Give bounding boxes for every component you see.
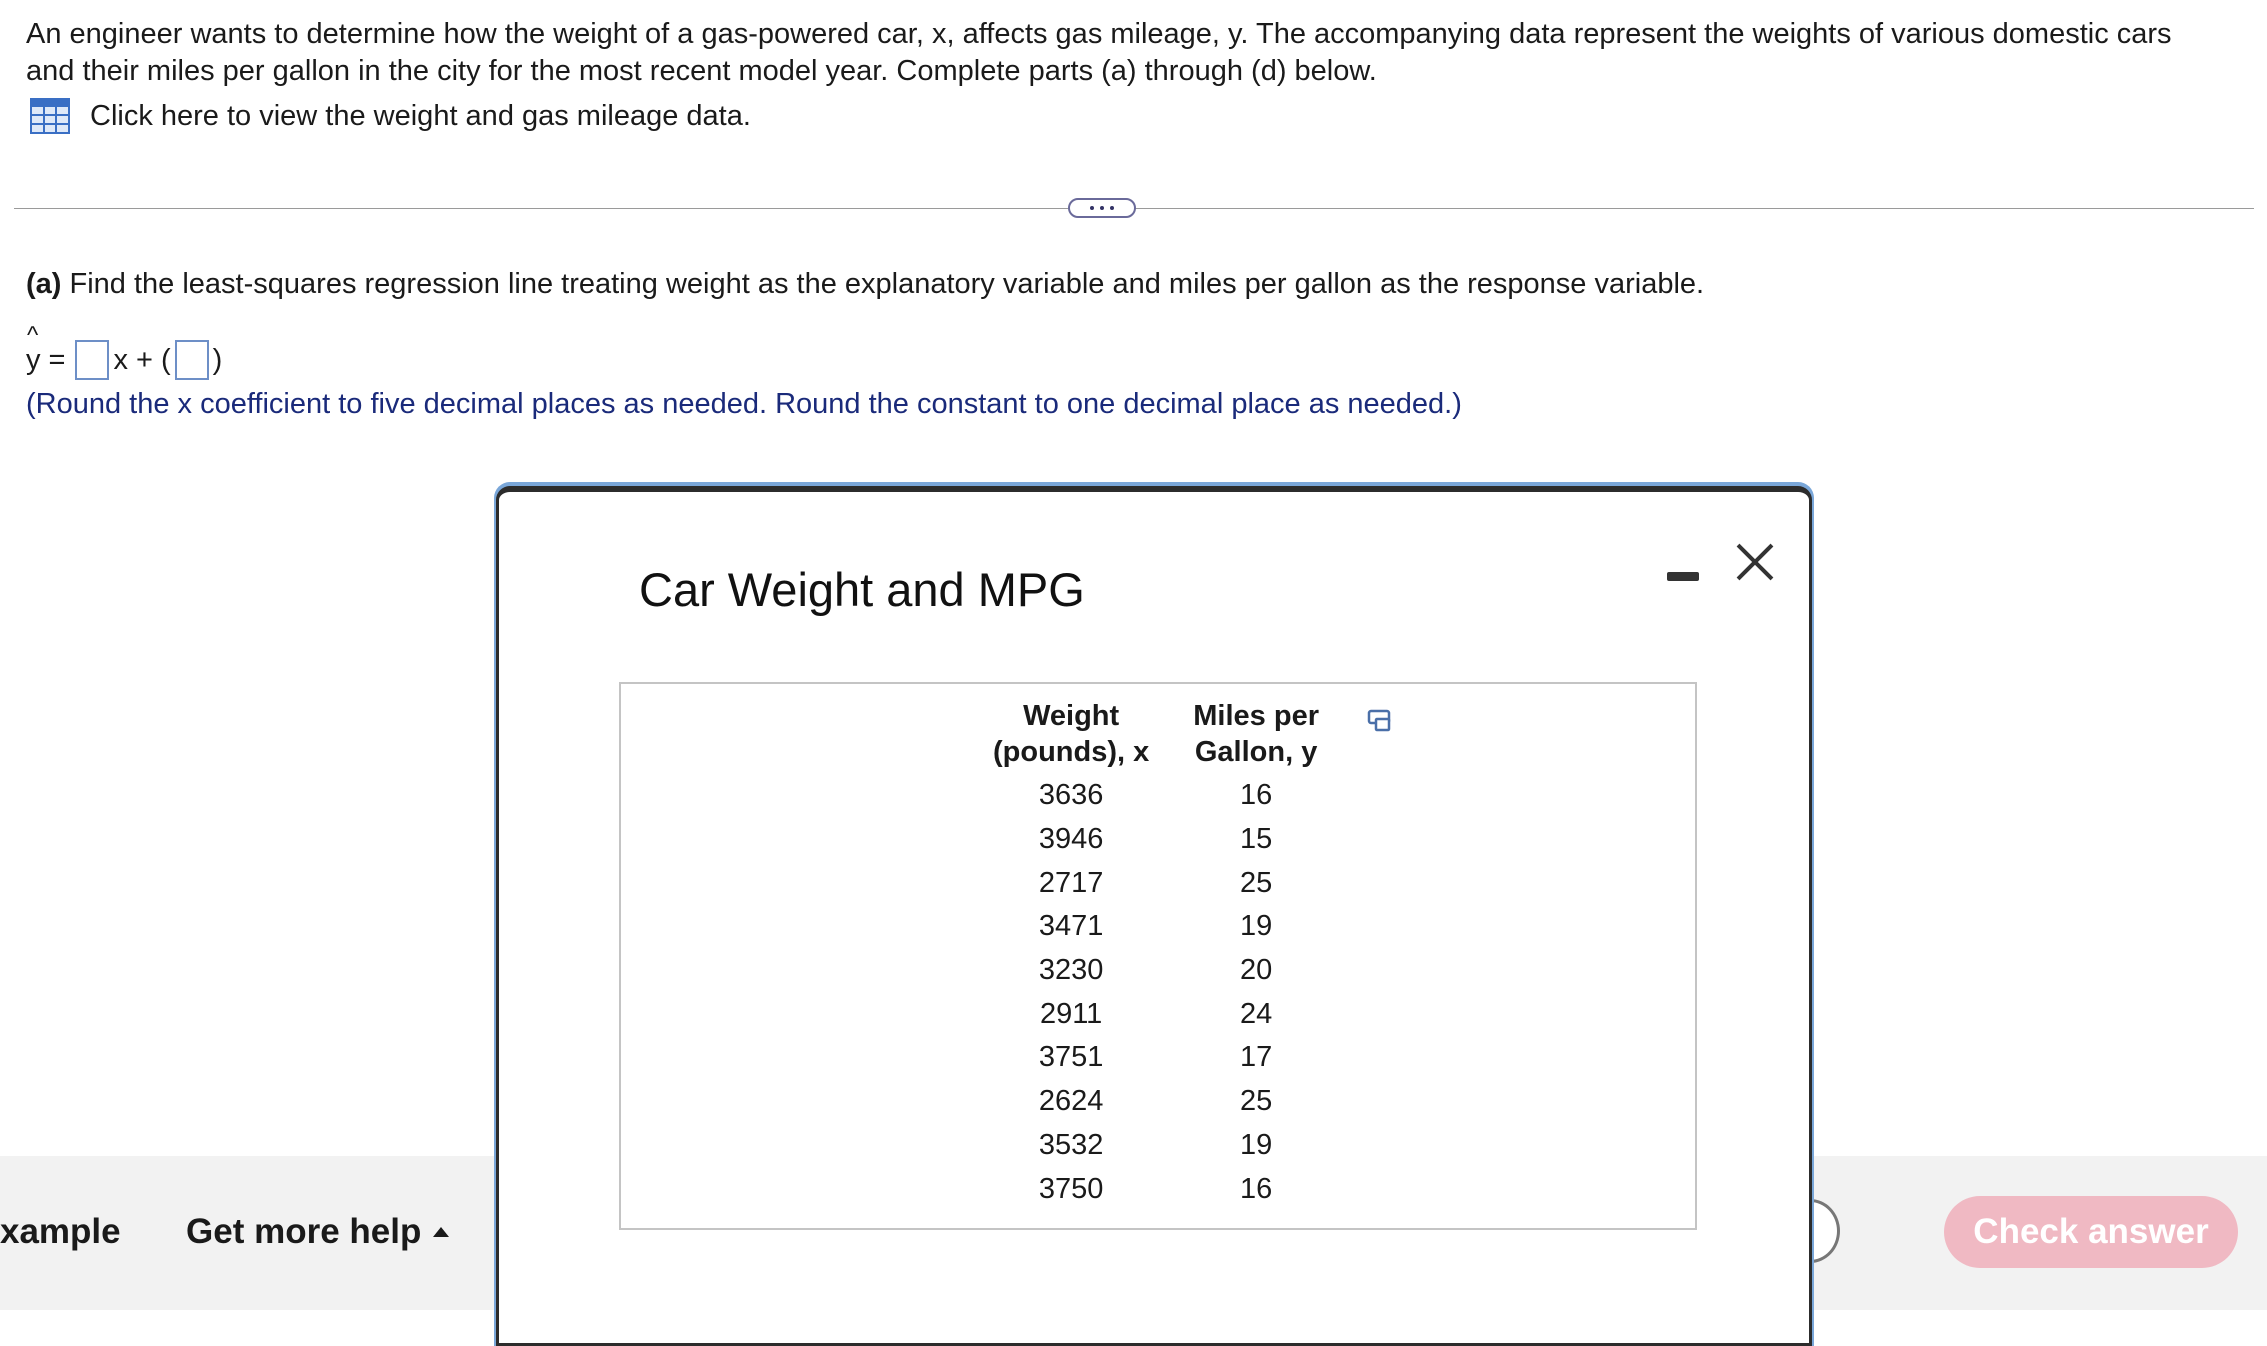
part-a-text: Find the least-squares regression line treating weight as the explanatory variable and miles per gallon as the response variable. (69, 268, 1705, 300)
mpg-cell: 24 (1239, 997, 1273, 1030)
equals-sign: = (48, 343, 66, 376)
y-hat-symbol: ^ y (26, 344, 41, 377)
caret-up-icon (433, 1227, 449, 1237)
mpg-cell: 20 (1239, 954, 1273, 987)
table-row (971, 992, 1341, 1036)
table-row (971, 949, 1341, 993)
mpg-column-header (1171, 698, 1341, 774)
weight-cell: 3946 (1038, 823, 1104, 856)
mpg-cell: 16 (1239, 779, 1273, 812)
x-coefficient-input[interactable] (75, 340, 109, 380)
mpg-cell: 16 (1239, 1172, 1273, 1205)
minimize-icon[interactable] (1667, 552, 1699, 588)
weight-cell: 3636 (1038, 779, 1104, 812)
mpg-header-line2: Gallon, y (1194, 736, 1318, 768)
table-row (971, 818, 1341, 862)
close-icon[interactable] (1735, 542, 1775, 582)
weight-cell: 3471 (1038, 910, 1104, 943)
get-more-help-button[interactable] (186, 1212, 449, 1252)
weight-cell: 3750 (1038, 1172, 1104, 1205)
part-a-prompt (26, 268, 1704, 301)
mpg-header-line1: Miles per (1193, 700, 1319, 732)
mpg-cell: 25 (1239, 1085, 1273, 1118)
weight-column-header (971, 698, 1171, 774)
weight-cell: 3751 (1038, 1041, 1104, 1074)
get-more-help-label[interactable]: Get more help (186, 1212, 422, 1251)
data-table (971, 698, 1341, 1211)
mpg-cell: 19 (1239, 910, 1273, 943)
mpg-cell: 19 (1239, 1128, 1273, 1161)
grid-table-icon (30, 98, 70, 134)
copy-icon[interactable] (1367, 708, 1393, 734)
constant-input[interactable] (175, 340, 209, 380)
table-row (971, 1167, 1341, 1211)
table-row (971, 1036, 1341, 1080)
data-table-container (619, 682, 1697, 1230)
table-row (971, 774, 1341, 818)
question-intro: An engineer wants to determine how the weight of a gas-powered car, x, affects gas mileage, y. The accompanying data represent the weights of various domestic cars and their miles per gallon in the city for the most recent model year. Complete parts (a) through (d) below. (26, 18, 2172, 87)
dialog-title: Car Weight and MPG (639, 563, 1085, 616)
weight-header-line1: Weight (1023, 700, 1120, 732)
x-plus-text: x + ( (113, 343, 171, 376)
table-row (971, 1080, 1341, 1124)
view-data-link[interactable] (30, 98, 751, 134)
regression-equation (26, 340, 222, 380)
rounding-note: (Round the x coefficient to five decimal places as needed. Round the constant to one decimal place as needed.) (26, 388, 1462, 420)
mpg-cell: 15 (1239, 823, 1273, 856)
weight-cell: 2717 (1038, 866, 1104, 899)
weight-header-line2: (pounds), x (993, 736, 1150, 768)
weight-cell: 2911 (1039, 997, 1103, 1030)
table-row (971, 1124, 1341, 1168)
mpg-cell: 17 (1239, 1041, 1273, 1074)
view-data-link-text[interactable]: Click here to view the weight and gas mileage data. (90, 99, 751, 132)
weight-cell: 3532 (1038, 1128, 1104, 1161)
close-paren: ) (212, 343, 223, 376)
weight-cell: 2624 (1038, 1085, 1104, 1118)
mpg-cell: 25 (1239, 866, 1273, 899)
table-row (971, 905, 1341, 949)
part-a-label: (a) (26, 268, 62, 300)
table-row (971, 861, 1341, 905)
check-answer-button[interactable]: Check answer (1944, 1196, 2238, 1268)
ellipsis-icon[interactable] (1068, 198, 1136, 218)
weight-cell: 3230 (1038, 954, 1104, 987)
data-dialog (496, 486, 1812, 1346)
view-example-button[interactable]: xample (0, 1212, 121, 1251)
